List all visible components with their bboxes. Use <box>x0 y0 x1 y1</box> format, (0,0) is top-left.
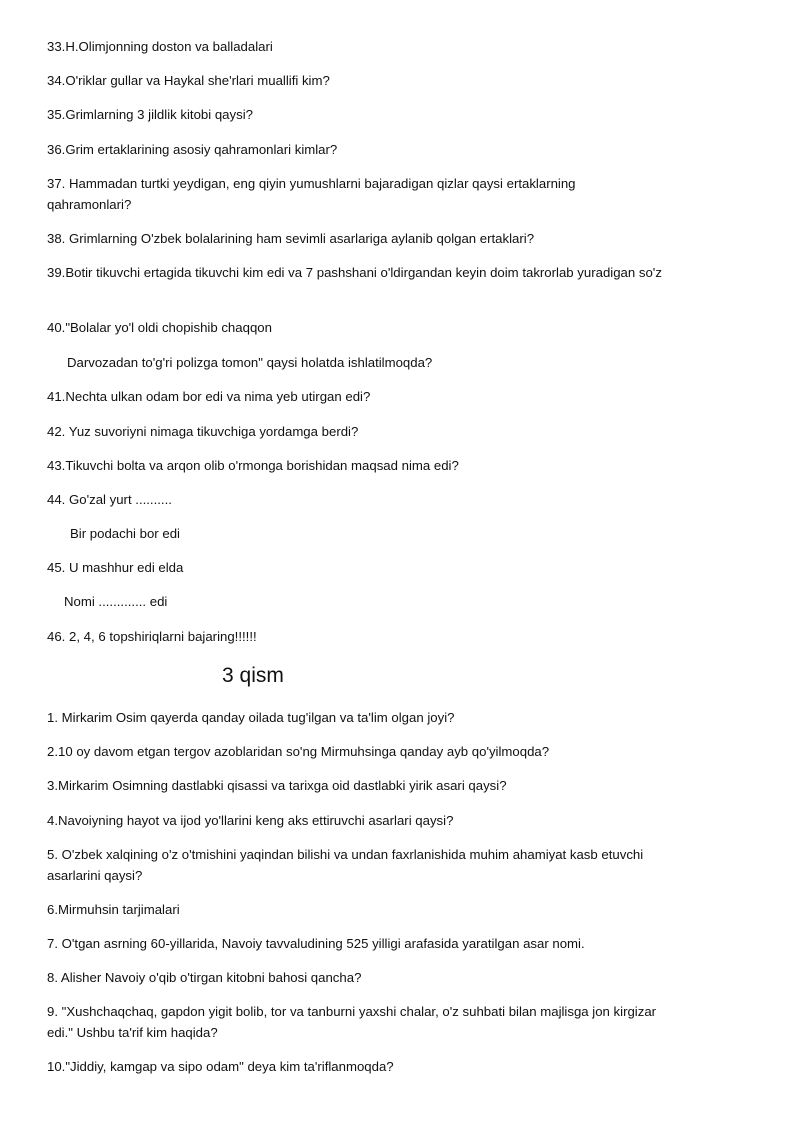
question-33: 33.H.Olimjonning doston va balladalari <box>47 39 273 54</box>
question-p3-1: 1. Mirkarim Osim qayerda qanday oilada tug'ilgan va ta'lim olgan joyi? <box>47 710 455 725</box>
question-p3-2: 2.10 oy davom etgan tergov azoblaridan so'ng Mirmuhsinga qanday ayb qo'yilmoqda? <box>47 744 550 759</box>
question-42: 42. Yuz suvoriyni nimaga tikuvchiga yordamga berdi? <box>47 424 359 439</box>
question-43: 43.Tikuvchi bolta va arqon olib o'rmonga borishidan maqsad nima edi? <box>47 458 459 473</box>
question-34: 34.O'riklar gullar va Haykal she'rlari muallifi kim? <box>47 73 330 88</box>
question-38: 38. Grimlarning O'zbek bolalarining ham sevimli asarlariga aylanib qolgan ertaklari? <box>47 231 535 246</box>
question-p3-8: 8. Alisher Navoiy o'qib o'tirgan kitobni bahosi qancha? <box>47 970 362 985</box>
question-44-line2: Bir podachi bor edi <box>70 526 180 541</box>
question-39: 39.Botir tikuvchi ertagida tikuvchi kim edi va 7 pashshani o'ldirgandan keyin doim takrorlab yuradigan so'z <box>47 265 662 280</box>
question-p3-6: 6.Mirmuhsin tarjimalari <box>47 902 180 917</box>
question-40-line1: 40."Bolalar yo'l oldi chopishib chaqqon <box>47 320 272 335</box>
question-36: 36.Grim ertaklarining asosiy qahramonlari kimlar? <box>47 142 338 157</box>
question-45-line1: 45. U mashhur edi elda <box>47 560 184 575</box>
question-44-line1: 44. Go'zal yurt .......... <box>47 492 172 507</box>
section-title: 3 qism <box>222 664 284 687</box>
question-46: 46. 2, 4, 6 topshiriqlarni bajaring!!!!!! <box>47 629 257 644</box>
question-45-line2: Nomi ............. edi <box>64 594 168 609</box>
question-p3-9: 9. "Xushchaqchaq, gapdon yigit bolib, tor va tanburni yaxshi chalar, o'z suhbati bilan majlisga jon kirgizar edi." Ushbu ta'rif kim haqida? <box>47 1004 657 1040</box>
question-p3-3: 3.Mirkarim Osimning dastlabki qisassi va tarixga oid dastlabki yirik asari qaysi? <box>47 778 507 793</box>
question-p3-10: 10."Jiddiy, kamgap va sipo odam" deya kim ta'riflanmoqda? <box>47 1059 394 1074</box>
question-35: 35.Grimlarning 3 jildlik kitobi qaysi? <box>47 107 253 122</box>
question-p3-5: 5. O'zbek xalqining o'z o'tmishini yaqindan bilishi va undan faxrlanishida muhim ahamiyat kasb etuvchi asarlarini qaysi? <box>47 847 644 883</box>
question-p3-7: 7. O'tgan asrning 60-yillarida, Navoiy tavvaludining 525 yilligi arafasida yaratilgan asar nomi. <box>47 936 585 951</box>
question-41: 41.Nechta ulkan odam bor edi va nima yeb utirgan edi? <box>47 389 371 404</box>
question-40-line2: Darvozadan to'g'ri polizga tomon" qaysi holatda ishlatilmoqda? <box>67 355 433 370</box>
question-p3-4: 4.Navoiyning hayot va ijod yo'llarini keng aks ettiruvchi asarlari qaysi? <box>47 813 454 828</box>
question-37: 37. Hammadan turtki yeydigan, eng qiyin yumushlarni bajaradigan qizlar qaysi ertaklarning qahramonlari? <box>47 176 576 212</box>
